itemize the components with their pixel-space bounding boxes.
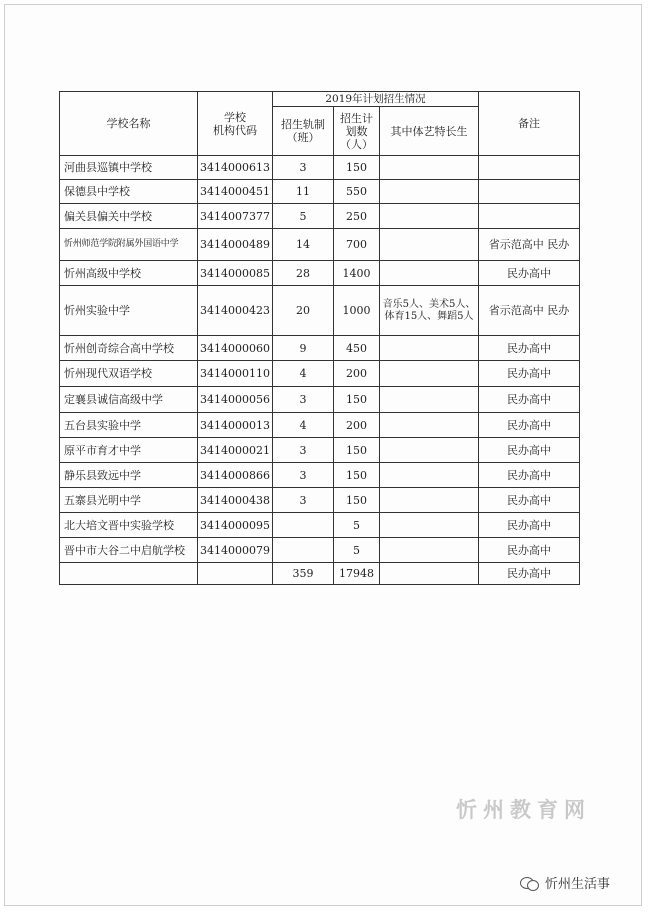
school-name-cell: 北大培文晋中实验学校	[60, 513, 198, 538]
school-name-cell: 五台县实验中学	[60, 413, 198, 438]
remark-cell	[479, 156, 580, 180]
plan-cell: 450	[334, 336, 380, 361]
table-row	[60, 180, 580, 204]
table-row	[60, 463, 580, 488]
table-row	[60, 261, 580, 286]
enrollment-plan-table	[59, 91, 580, 585]
table-row	[60, 204, 580, 229]
school-code-cell: 3414000489	[198, 229, 273, 261]
header-plan-line1: 招生计	[340, 111, 373, 125]
arts-cell	[380, 413, 479, 438]
school-name-cell: 定襄县诚信高级中学	[60, 387, 198, 413]
table-row	[60, 156, 580, 180]
classes-cell: 3	[273, 387, 334, 413]
arts-cell	[380, 204, 479, 229]
classes-cell: 9	[273, 336, 334, 361]
arts-cell	[380, 513, 479, 538]
classes-cell: 3	[273, 463, 334, 488]
classes-cell: 14	[273, 229, 334, 261]
header-school-name: 学校名称	[60, 92, 198, 156]
classes-cell: 28	[273, 261, 334, 286]
plan-cell: 200	[334, 413, 380, 438]
header-plan-line2: 划数	[345, 124, 368, 138]
total-name-cell	[60, 563, 198, 585]
watermark-text: 忻州教育网	[456, 798, 591, 822]
arts-cell: 音乐5人、美术5人、体育15人、舞蹈5人	[380, 286, 479, 336]
school-name-cell: 忻州师范学院附属外国语中学	[60, 229, 198, 261]
plan-cell: 150	[334, 488, 380, 513]
remark-cell: 民办高中	[479, 538, 580, 563]
brand-label	[520, 873, 610, 892]
school-name-cell: 原平市育才中学	[60, 438, 198, 463]
table-row	[60, 387, 580, 413]
header-plan-count	[334, 107, 380, 156]
classes-cell: 3	[273, 156, 334, 180]
plan-cell: 1400	[334, 261, 380, 286]
school-code-cell: 3414000613	[198, 156, 273, 180]
arts-cell	[380, 463, 479, 488]
table-row	[60, 229, 580, 261]
classes-cell	[273, 513, 334, 538]
arts-cell	[380, 156, 479, 180]
table-row	[60, 286, 580, 336]
table-row	[60, 336, 580, 361]
arts-cell	[380, 538, 479, 563]
school-code-cell: 3414000423	[198, 286, 273, 336]
header-school-code	[198, 92, 273, 156]
remark-cell: 民办高中	[479, 513, 580, 538]
header-classes-line1: 招生轨制	[281, 118, 325, 131]
classes-cell: 4	[273, 413, 334, 438]
school-name-cell: 静乐县致远中学	[60, 463, 198, 488]
classes-cell: 20	[273, 286, 334, 336]
school-code-cell: 3414000438	[198, 488, 273, 513]
classes-cell: 3	[273, 488, 334, 513]
arts-cell	[380, 488, 479, 513]
header-classes-line2: （班）	[286, 131, 320, 144]
remark-cell: 民办高中	[479, 488, 580, 513]
header-remarks: 备注	[479, 92, 580, 156]
plan-cell: 5	[334, 513, 380, 538]
arts-cell	[380, 438, 479, 463]
header-classes	[273, 107, 334, 156]
school-code-cell: 3414000110	[198, 361, 273, 387]
table-row	[60, 413, 580, 438]
arts-cell	[380, 229, 479, 261]
school-name-cell: 晋中市大谷二中启航学校	[60, 538, 198, 563]
school-code-cell: 3414000085	[198, 261, 273, 286]
school-code-cell: 3414007377	[198, 204, 273, 229]
table-row	[60, 438, 580, 463]
total-plan-cell: 17948	[334, 563, 380, 585]
classes-cell: 4	[273, 361, 334, 387]
remark-cell	[479, 204, 580, 229]
school-name-cell: 忻州创奇综合高中学校	[60, 336, 198, 361]
header-arts: 其中体艺特长生	[380, 107, 479, 156]
remark-cell: 民办高中	[479, 261, 580, 286]
classes-cell: 5	[273, 204, 334, 229]
remark-cell: 民办高中	[479, 413, 580, 438]
remark-cell: 省示范高中 民办	[479, 229, 580, 261]
school-code-cell: 3414000013	[198, 413, 273, 438]
arts-cell	[380, 336, 479, 361]
school-code-cell: 3414000021	[198, 438, 273, 463]
plan-cell: 150	[334, 463, 380, 488]
table-row	[60, 538, 580, 563]
remark-cell	[479, 180, 580, 204]
school-name-cell: 五寨县光明中学	[60, 488, 198, 513]
school-code-cell: 3414000060	[198, 336, 273, 361]
plan-cell: 150	[334, 156, 380, 180]
classes-cell: 11	[273, 180, 334, 204]
school-code-cell: 3414000095	[198, 513, 273, 538]
school-code-cell: 3414000451	[198, 180, 273, 204]
classes-cell	[273, 538, 334, 563]
school-name-cell: 忻州现代双语学校	[60, 361, 198, 387]
plan-cell: 1000	[334, 286, 380, 336]
classes-cell: 3	[273, 438, 334, 463]
school-name-cell: 忻州实验中学	[60, 286, 198, 336]
plan-cell: 700	[334, 229, 380, 261]
plan-cell: 200	[334, 361, 380, 387]
table-row	[60, 361, 580, 387]
total-row	[60, 563, 580, 585]
arts-cell	[380, 361, 479, 387]
brand-name: 忻州生活事	[545, 877, 611, 892]
plan-cell: 150	[334, 387, 380, 413]
school-name-cell: 河曲县巡镇中学校	[60, 156, 198, 180]
remark-cell: 省示范高中 民办	[479, 286, 580, 336]
plan-cell: 250	[334, 204, 380, 229]
plan-cell: 150	[334, 438, 380, 463]
remark-cell: 民办高中	[479, 387, 580, 413]
arts-cell	[380, 180, 479, 204]
school-code-cell: 3414000079	[198, 538, 273, 563]
header-plan-line3: （人）	[340, 137, 373, 151]
total-code-cell	[198, 563, 273, 585]
header-code-line1: 学校	[224, 110, 246, 124]
header-code-line2: 机构代码	[213, 123, 257, 137]
header-plan-group: 2019年计划招生情况	[273, 92, 479, 107]
arts-cell	[380, 387, 479, 413]
plan-cell: 550	[334, 180, 380, 204]
remark-cell: 民办高中	[479, 438, 580, 463]
remark-cell: 民办高中	[479, 336, 580, 361]
school-name-cell: 忻州高级中学校	[60, 261, 198, 286]
arts-cell	[380, 261, 479, 286]
school-name-cell: 偏关县偏关中学校	[60, 204, 198, 229]
table-row	[60, 513, 580, 538]
total-classes-cell: 359	[273, 563, 334, 585]
plan-cell: 5	[334, 538, 380, 563]
wechat-icon	[520, 875, 540, 891]
school-name-cell: 保德县中学校	[60, 180, 198, 204]
total-remark-cell: 民办高中	[479, 563, 580, 585]
remark-cell: 民办高中	[479, 463, 580, 488]
school-code-cell: 3414000056	[198, 387, 273, 413]
table-row	[60, 488, 580, 513]
school-code-cell: 3414000866	[198, 463, 273, 488]
total-arts-cell	[380, 563, 479, 585]
remark-cell: 民办高中	[479, 361, 580, 387]
